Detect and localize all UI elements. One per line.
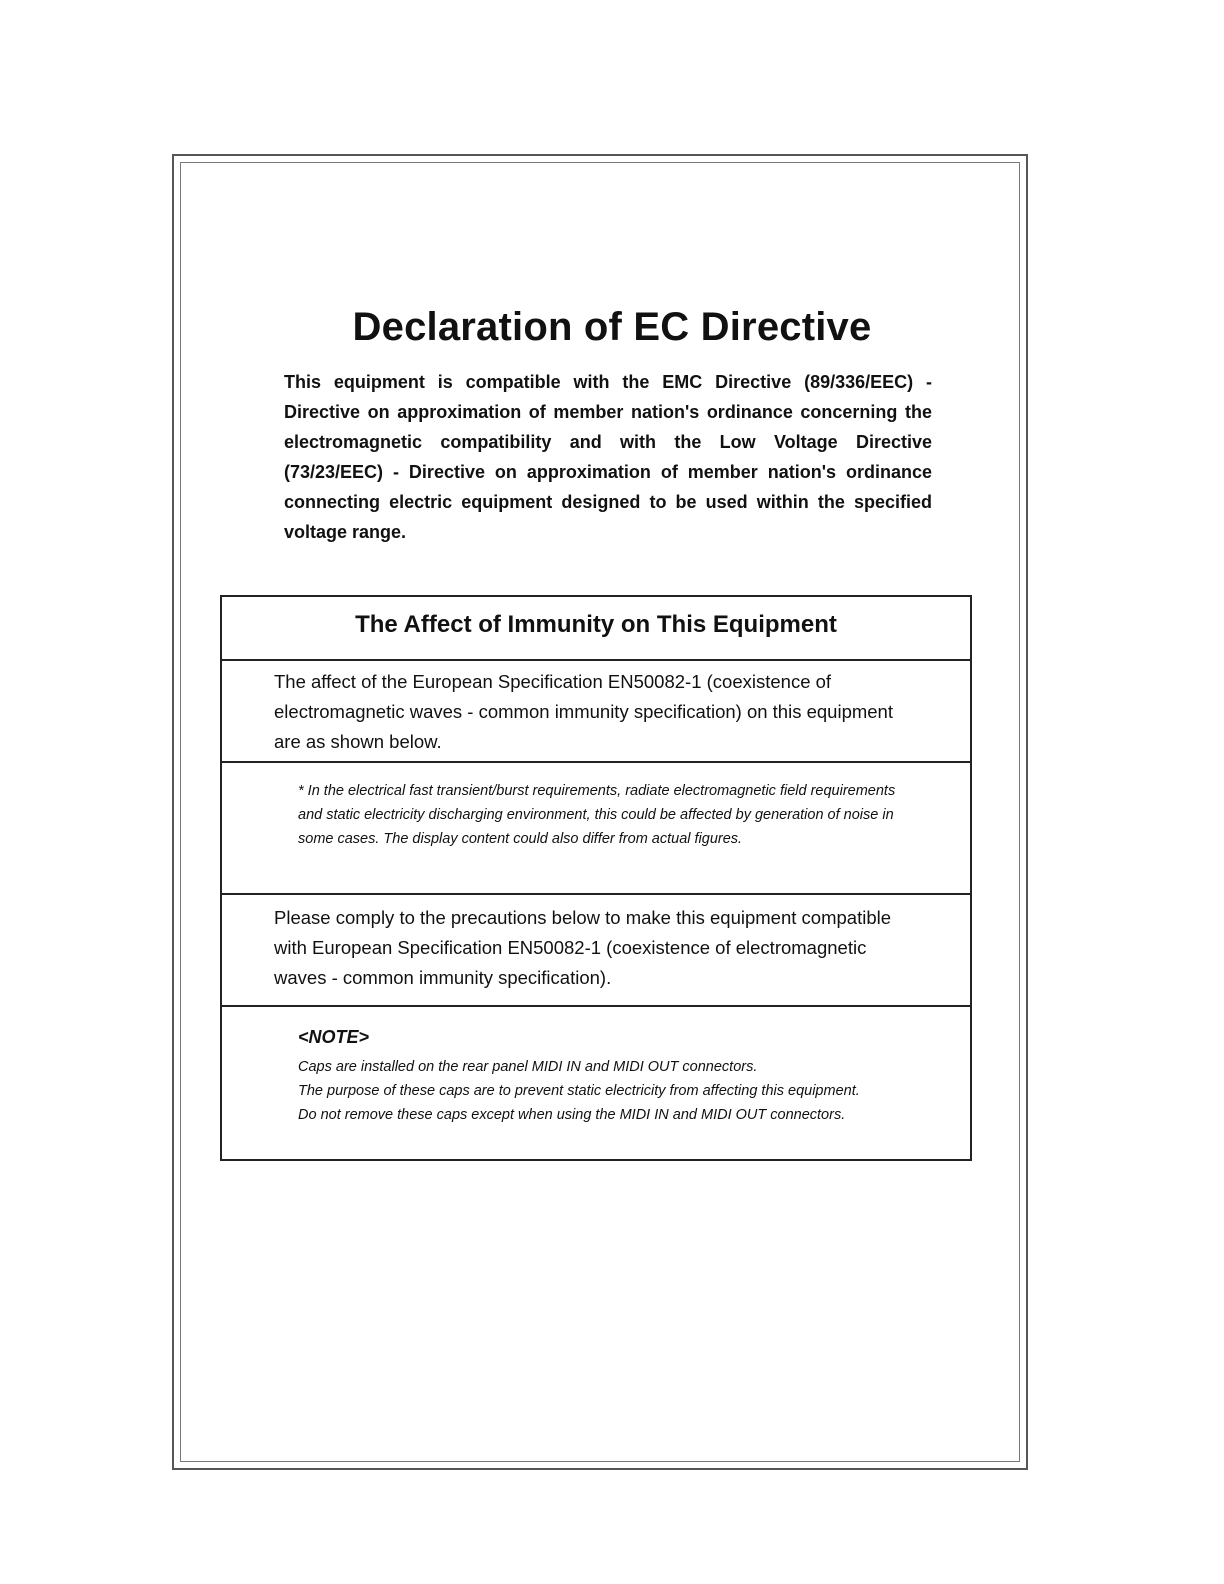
page-title: Declaration of EC Directive — [352, 305, 872, 349]
note-heading: <NOTE> — [298, 1027, 370, 1047]
note-section — [222, 1007, 970, 1159]
footnote-paragraph: * In the electrical fast transient/burst requirements, radiate electromagnetic field requirements and static electricity discharging environment, this could be affected by generation of noise in some cases. The display content could also differ from actual figures. — [298, 783, 896, 847]
note-line: Caps are installed on the rear panel MIDI IN and MIDI OUT connectors. — [298, 1059, 758, 1075]
directive-intro-paragraph: This equipment is compatible with the EMC Directive (89/336/EEC) - Directive on approximation of member nation's ordinance concerning the electromagnetic compatibility and with the Low Voltage Directive (73/23/EEC) - Directive on approximation of member nation's ordinance connecting electric equipment designed to be used within the specified voltage range. — [284, 372, 932, 542]
footnote-section — [222, 763, 970, 895]
comply-paragraph: Please comply to the precautions below to make this equipment compatible with European Specification EN50082-1 (coexistence of electromagnetic waves - common immunity specification). — [274, 907, 892, 988]
note-line: Do not remove these caps except when using the MIDI IN and MIDI OUT connectors. — [298, 1107, 846, 1123]
affect-section — [222, 661, 970, 763]
immunity-heading-section — [222, 597, 970, 661]
immunity-heading: The Affect of Immunity on This Equipment — [355, 611, 837, 638]
note-line: The purpose of these caps are to prevent static electricity from affecting this equipment. — [298, 1083, 860, 1099]
immunity-box — [220, 595, 972, 1161]
note-lines — [298, 1055, 938, 1127]
affect-paragraph: The affect of the European Specification EN50082-1 (coexistence of electromagnetic waves - common immunity specification) on this equipment are as shown below. — [274, 671, 893, 752]
comply-section — [222, 895, 970, 1007]
